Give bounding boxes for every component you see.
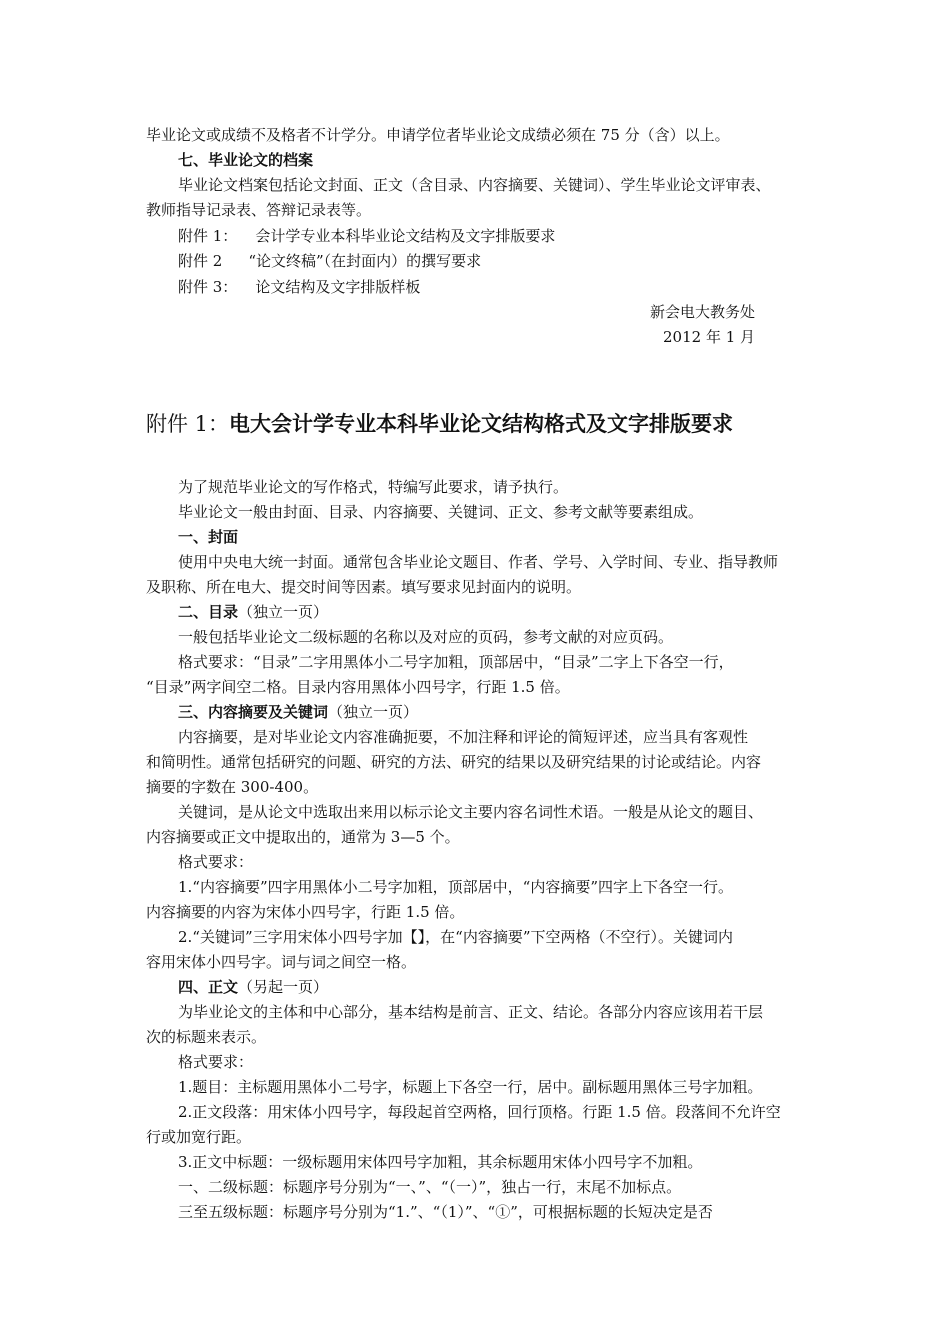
paragraph-line: 毕业论文或成绩不及格者不计学分。申请学位者毕业论文成绩必须在 75 分（含）以上。	[146, 126, 730, 144]
paragraph-line: 容用宋体小四号字。词与词之间空一格。	[146, 953, 417, 971]
paragraph-line: 关键词，是从论文中选取出来用以标示论文主要内容名词性术语。一般是从论文的题目、	[178, 803, 764, 821]
signature-date: 2012 年 1 月	[663, 328, 756, 346]
paragraph-line: 格式要求：“目录”二字用黑体小二号字加粗，顶部居中，“目录”二字上下各空一行，	[178, 653, 734, 671]
paragraph-line: 毕业论文档案包括论文封面、正文（含目录、内容摘要、关键词）、学生毕业论文评审表、	[178, 176, 771, 194]
paragraph-line: 三至五级标题：标题序号分别为“1.”、“（1）”、“①”，可根据标题的长短决定是否	[178, 1203, 713, 1221]
attachment-text: “论文终稿”（在封面内）的撰写要求	[248, 252, 482, 270]
paragraph-line: 内容摘要的内容为宋体小四号字，行距 1.5 倍。	[146, 903, 465, 921]
section-heading-archive: 七、毕业论文的档案	[178, 151, 314, 169]
paragraph-line: 1.题目：主标题用黑体小二号字，标题上下各空一行，居中。副标题用黑体三号字加粗。	[178, 1078, 763, 1096]
paragraph-line: 格式要求：	[178, 853, 254, 871]
paragraph-line: 摘要的字数在 300-400。	[146, 778, 319, 796]
attachment-label: 附件 3：	[178, 278, 238, 296]
paragraph-line: 使用中央电大统一封面。通常包含毕业论文题目、作者、学号、入学时间、专业、指导教师	[178, 553, 779, 571]
paragraph-line: 内容摘要或正文中提取出的，通常为 3—5 个。	[146, 828, 460, 846]
paragraph-line: 毕业论文一般由封面、目录、内容摘要、关键词、正文、参考文献等要素组成。	[178, 503, 704, 521]
heading-text: 二、目录	[178, 603, 239, 621]
paragraph-line: 及职称、所在电大、提交时间等因素。填写要求见封面内的说明。	[146, 578, 582, 596]
attachment-text: 会计学专业本科毕业论文结构及文字排版要求	[255, 227, 556, 245]
paragraph-line: 2.正文段落：用宋体小四号字，每段起首空两格，回行顶格。行距 1.5 倍。段落间不允许空	[178, 1103, 781, 1121]
attachment-item-3	[178, 275, 816, 299]
attachment-item-1	[178, 224, 816, 248]
paragraph-line: 次的标题来表示。	[146, 1028, 267, 1046]
heading-note: （独立一页）	[238, 603, 329, 621]
attachment-title-main: 电大会计学专业本科毕业论文结构格式及文字排版要求	[229, 412, 734, 436]
paragraph-line: 一、二级标题：标题序号分别为“一、”、“（一）”，独占一行，末尾不加标点。	[178, 1178, 682, 1196]
section-heading-cover: 一、封面	[178, 528, 239, 546]
section-heading-body	[178, 975, 816, 999]
attachment-title-lead: 附件 1：	[146, 412, 230, 436]
signature-org: 新会电大教务处	[650, 303, 756, 321]
paragraph-line: 2.“关键词”三字用宋体小四号字加【】，在“内容摘要”下空两格（不空行）。关键词内	[178, 928, 733, 946]
heading-text: 三、内容摘要及关键词	[178, 703, 329, 721]
paragraph-line: 格式要求：	[178, 1053, 254, 1071]
attachment-label: 附件 2	[178, 252, 223, 270]
attachment-text: 论文结构及文字排版样板	[255, 278, 421, 296]
paragraph-line: 教师指导记录表、答辩记录表等。	[146, 201, 372, 219]
attachment-item-2	[178, 249, 816, 273]
paragraph-line: 为毕业论文的主体和中心部分，基本结构是前言、正文、结论。各部分内容应该用若干层	[178, 1003, 764, 1021]
paragraph-line: 和简明性。通常包括研究的问题、研究的方法、研究的结果以及研究结果的讨论或结论。内容	[146, 753, 762, 771]
heading-note: （另起一页）	[238, 978, 329, 996]
heading-text: 四、正文	[178, 978, 239, 996]
paragraph-line: 3.正文中标题：一级标题用宋体四号字加粗，其余标题用宋体小四号字不加粗。	[178, 1153, 703, 1171]
section-heading-abstract	[178, 700, 816, 724]
attachment-label: 附件 1：	[178, 227, 238, 245]
paragraph-line: 一般包括毕业论文二级标题的名称以及对应的页码，参考文献的对应页码。	[178, 628, 674, 646]
paragraph-line: 行或加宽行距。	[146, 1128, 252, 1146]
paragraph-line: 内容摘要，是对毕业论文内容准确扼要，不加注释和评论的简短评述，应当具有客观性	[178, 728, 749, 746]
paragraph-line: “目录”两字间空二格。目录内容用黑体小四号字，行距 1.5 倍。	[146, 678, 570, 696]
section-heading-toc	[178, 600, 816, 624]
paragraph-line: 为了规范毕业论文的写作格式，特编写此要求，请予执行。	[178, 478, 569, 496]
attachment-title	[146, 409, 816, 439]
heading-note: （独立一页）	[328, 703, 419, 721]
paragraph-line: 1.“内容摘要”四字用黑体小二号字加粗，顶部居中，“内容摘要”四字上下各空一行。	[178, 878, 733, 896]
